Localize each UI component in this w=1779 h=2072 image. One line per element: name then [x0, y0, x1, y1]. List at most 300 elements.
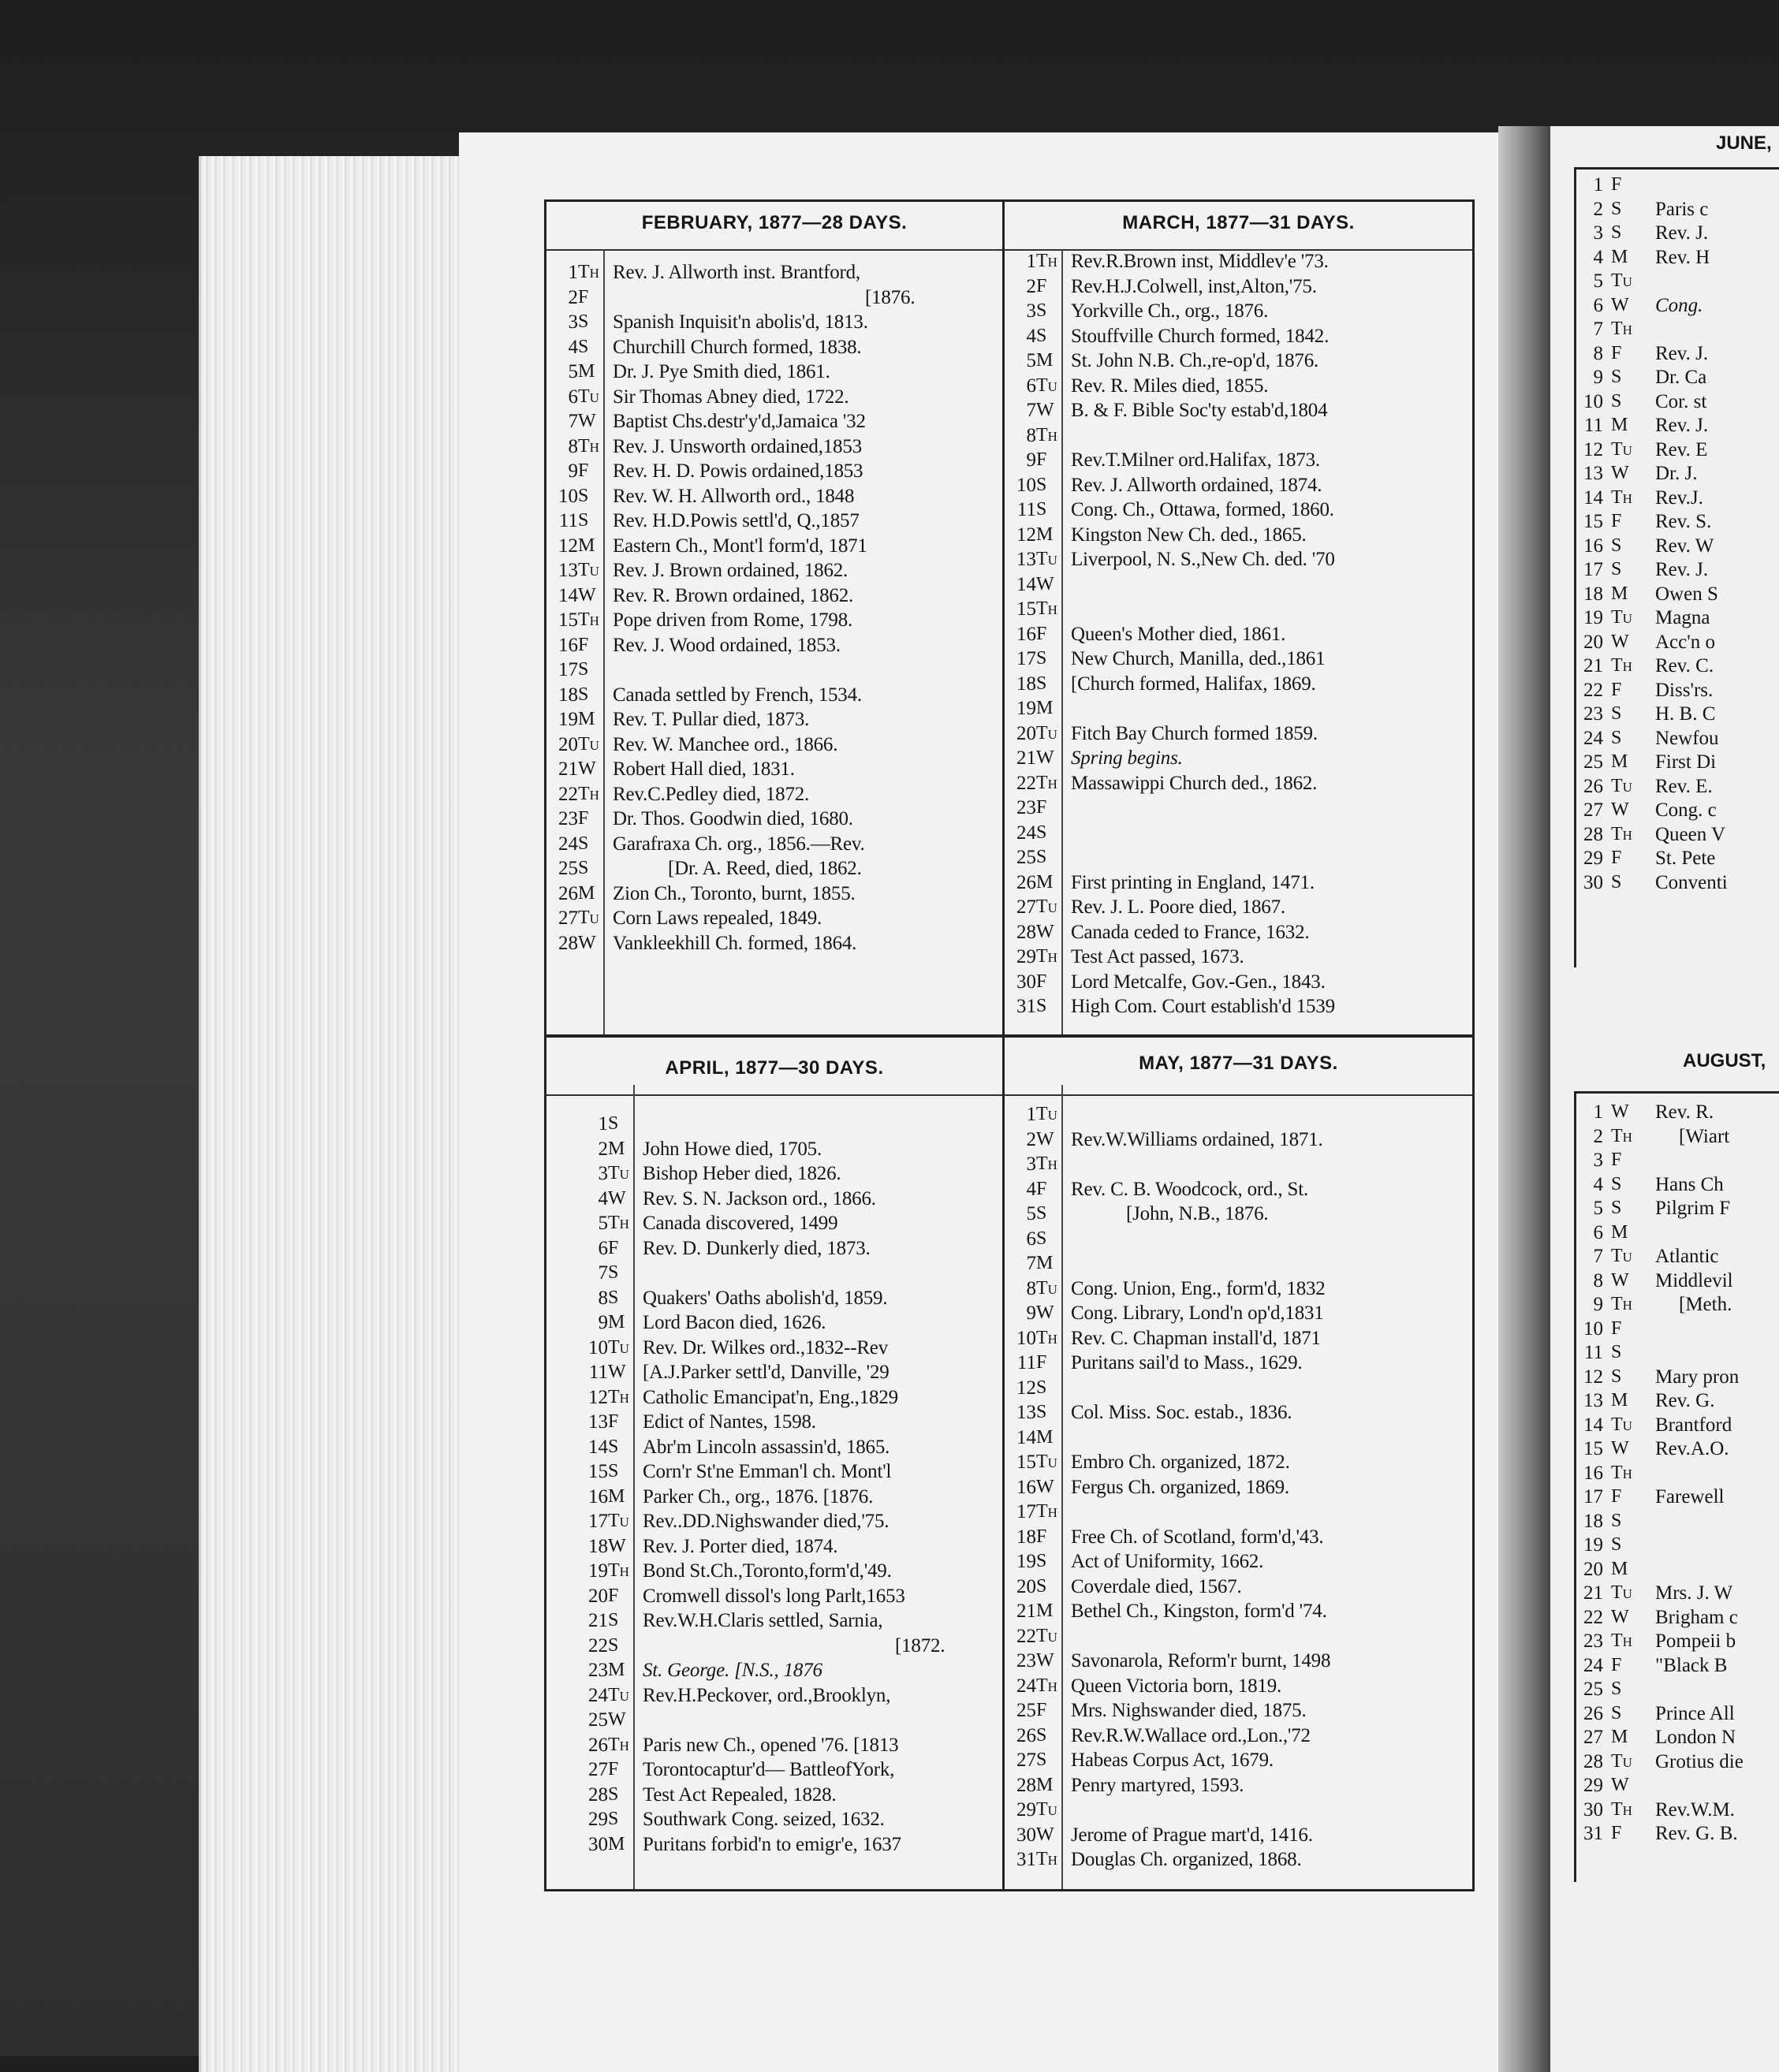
- event-text: Owen S: [1655, 583, 1718, 605]
- day-row: [1005, 1228, 1472, 1254]
- weekday: Th: [608, 1386, 629, 1407]
- day-row: [546, 1337, 1002, 1362]
- day-number: 22: [1583, 1606, 1603, 1628]
- weekday: S: [1611, 559, 1622, 579]
- weekday: Tu: [1036, 722, 1057, 743]
- weekday: S: [1611, 727, 1622, 748]
- day-number: 20: [1016, 1575, 1036, 1597]
- event-text: Cor. st: [1655, 390, 1707, 412]
- day-row: [1005, 475, 1472, 500]
- event-text: Rev. C. Chapman install'd, 1871: [1071, 1327, 1321, 1349]
- day-row: [1576, 824, 1779, 848]
- day-row: [546, 1635, 1002, 1660]
- weekday: S: [1611, 1366, 1622, 1387]
- day-number: 20: [1583, 631, 1603, 653]
- day-row: [1576, 1751, 1779, 1776]
- day-row: [1576, 583, 1779, 608]
- day-number: 26: [1583, 1702, 1603, 1724]
- day-number: 17: [588, 1511, 608, 1532]
- day-number: 25: [558, 858, 578, 879]
- day-row: [546, 635, 1002, 660]
- weekday: M: [1611, 1221, 1628, 1243]
- day-number: 30: [588, 1833, 608, 1855]
- month-february: [546, 202, 1002, 1034]
- weekday: S: [1036, 996, 1047, 1016]
- weekday: Tu: [1036, 549, 1057, 569]
- day-row: [1005, 673, 1472, 699]
- day-number: 19: [1583, 607, 1603, 628]
- day-row: [546, 1560, 1002, 1586]
- event-text: Kingston New Ch. ded., 1865.: [1071, 524, 1307, 546]
- event-text: Sir Thomas Abney died, 1722.: [613, 386, 849, 408]
- day-row: [1005, 251, 1472, 276]
- event-text: Douglas Ch. organized, 1868.: [1071, 1849, 1302, 1870]
- weekday: Th: [578, 262, 599, 282]
- day-row: [1576, 680, 1779, 704]
- weekday: W: [608, 1187, 626, 1209]
- event-text: Rev. J.: [1655, 222, 1709, 244]
- event-text: Rev.T.Milner ord.Halifax, 1873.: [1071, 449, 1320, 471]
- weekday: S: [578, 485, 589, 506]
- day-row: [546, 1784, 1002, 1809]
- day-row: [546, 535, 1002, 561]
- day-row: [546, 1511, 1002, 1536]
- day-number: 21: [1016, 1601, 1036, 1622]
- event-text: Cromwell dissol's long Parlt,1653: [643, 1585, 905, 1607]
- weekday: F: [1611, 848, 1622, 868]
- event-text: Rev.J.: [1655, 486, 1703, 509]
- day-row: [1576, 1174, 1779, 1198]
- weekday: M: [1611, 246, 1628, 267]
- weekday: S: [608, 1783, 619, 1805]
- event-text: Paris c: [1655, 198, 1709, 220]
- weekday: S: [1036, 822, 1047, 843]
- day-number: 7: [1026, 1253, 1036, 1274]
- day-number: 5: [568, 361, 578, 382]
- day-row: [1576, 511, 1779, 535]
- day-number: 22: [558, 783, 578, 805]
- weekday: Th: [608, 1213, 629, 1233]
- day-row: [1005, 1750, 1472, 1775]
- event-text: Rev.R.W.Wallace ord.,Lon.,'72: [1071, 1724, 1311, 1746]
- day-row: [1005, 499, 1472, 524]
- weekday: W: [1036, 1128, 1054, 1150]
- weekday: W: [578, 932, 596, 953]
- month-title: MARCH, 1877—31 DAYS.: [1005, 202, 1472, 251]
- day-number: 22: [1583, 679, 1603, 701]
- day-row: [1576, 728, 1779, 752]
- day-number: 29: [1583, 1775, 1603, 1796]
- weekday: F: [608, 1411, 619, 1432]
- event-text: Rev.W.M.: [1655, 1798, 1735, 1820]
- day-number: 20: [588, 1585, 608, 1607]
- weekday: W: [1036, 1302, 1054, 1323]
- day-row: [546, 784, 1002, 809]
- weekday: M: [1611, 1390, 1628, 1411]
- event-text: Hans Ch: [1655, 1173, 1724, 1195]
- weekday: M: [1036, 350, 1054, 371]
- day-number: 14: [1016, 1426, 1036, 1448]
- day-number: 24: [1016, 1675, 1036, 1697]
- day-row: [1005, 400, 1472, 425]
- day-row: [1005, 996, 1472, 1021]
- day-row: [1005, 524, 1472, 550]
- weekday: Th: [1611, 486, 1632, 508]
- weekday: S: [1036, 1750, 1047, 1770]
- weekday: Tu: [1036, 1277, 1057, 1299]
- event-text: Rev. W. Manchee ord., 1866.: [613, 733, 838, 755]
- event-text: Paris new Ch., opened '76. [1813: [643, 1734, 899, 1756]
- day-number: 25: [1583, 1679, 1603, 1700]
- event-text: Pope driven from Rome, 1798.: [613, 609, 853, 631]
- weekday: W: [578, 758, 596, 779]
- event-text: Spring begins.: [1071, 747, 1183, 769]
- day-row: [1576, 1823, 1779, 1847]
- day-number: 16: [1016, 623, 1036, 645]
- day-number: 24: [588, 1684, 608, 1706]
- weekday: S: [1036, 847, 1047, 867]
- day-number: 3: [568, 311, 578, 333]
- weekday: M: [1611, 1558, 1628, 1579]
- weekday: F: [1611, 174, 1622, 195]
- weekday: S: [1036, 1724, 1047, 1746]
- day-number: 25: [588, 1709, 608, 1731]
- day-number: 9: [1593, 1294, 1603, 1315]
- day-row: [546, 262, 1002, 287]
- weekday: Tu: [1611, 607, 1632, 628]
- event-text: Liverpool, N. S.,New Ch. ded. '70: [1071, 549, 1335, 570]
- day-row: [1005, 1153, 1472, 1179]
- day-number: 29: [1016, 946, 1036, 967]
- event-text: Cong.: [1655, 294, 1703, 316]
- day-number: 1: [598, 1113, 608, 1135]
- weekday: Tu: [1036, 1799, 1057, 1820]
- august-title: AUGUST,: [1683, 1050, 1766, 1071]
- page-edge-stack: [199, 156, 461, 2072]
- event-text: Brantford: [1655, 1414, 1732, 1436]
- day-row: [546, 933, 1002, 958]
- day-number: 8: [1593, 1269, 1603, 1291]
- day-number: 21: [1583, 1582, 1603, 1604]
- day-row: [546, 808, 1002, 833]
- day-number: 1: [1026, 1104, 1036, 1125]
- day-row: [1576, 1630, 1779, 1655]
- day-number: 15: [1016, 598, 1036, 620]
- event-text: Col. Miss. Soc. estab., 1836.: [1071, 1402, 1292, 1423]
- day-row: [546, 1213, 1002, 1238]
- day-number: 13: [1583, 1390, 1603, 1411]
- day-number: 2: [1593, 1125, 1603, 1147]
- weekday: S: [1036, 325, 1047, 346]
- day-number: 28: [1016, 1774, 1036, 1796]
- day-row: [1576, 1270, 1779, 1295]
- day-number: 9: [1593, 367, 1603, 388]
- event-text: Cong. Ch., Ottawa, formed, 1860.: [1071, 499, 1334, 520]
- weekday: S: [608, 1610, 619, 1630]
- weekday: W: [608, 1362, 626, 1382]
- weekday: Th: [1611, 1798, 1632, 1820]
- day-row: [1005, 723, 1472, 748]
- month-title: APRIL, 1877—30 DAYS.: [546, 1038, 1002, 1096]
- day-row: [1576, 1559, 1779, 1583]
- weekday: Th: [1036, 1849, 1057, 1869]
- day-row: [1576, 1198, 1779, 1222]
- day-number: 13: [1016, 549, 1036, 570]
- event-text: Lord Metcalfe, Gov.-Gen., 1843.: [1071, 971, 1326, 993]
- weekday: M: [608, 1833, 625, 1854]
- day-number: 17: [1583, 559, 1603, 580]
- day-number: 30: [1016, 1824, 1036, 1846]
- day-number: 12: [1583, 438, 1603, 460]
- day-number: 10: [1016, 1327, 1036, 1349]
- weekday: M: [1611, 415, 1628, 435]
- weekday: Tu: [608, 1684, 629, 1705]
- day-number: 16: [1016, 1476, 1036, 1498]
- day-row: [1576, 1366, 1779, 1391]
- weekday: F: [1611, 1823, 1622, 1843]
- weekday: S: [1036, 648, 1047, 669]
- day-number: 12: [588, 1386, 608, 1408]
- event-text: Rev. R.: [1655, 1101, 1714, 1123]
- event-text: Rev. H: [1655, 246, 1710, 268]
- event-text: Dr. J. Pye Smith died, 1861.: [613, 361, 830, 382]
- weekday: F: [1611, 1486, 1622, 1507]
- weekday: W: [1611, 799, 1629, 820]
- event-text: Baptist Chs.destr'y'd,Jamaica '32: [613, 411, 866, 432]
- event-text: Massawippi Church ded., 1862.: [1071, 772, 1318, 794]
- event-text: B. & F. Bible Soc'ty estab'd,1804: [1071, 400, 1328, 421]
- event-text: [Dr. A. Reed, died, 1862.: [668, 858, 862, 879]
- event-text: "Black B: [1655, 1654, 1728, 1676]
- day-row: [1576, 1607, 1779, 1631]
- day-number: 7: [1593, 319, 1603, 340]
- day-number: 23: [1583, 703, 1603, 725]
- weekday: W: [1611, 1101, 1629, 1122]
- weekday: S: [578, 659, 589, 680]
- day-row: [1576, 1222, 1779, 1247]
- day-row: [1576, 199, 1779, 223]
- day-number: 23: [558, 808, 578, 829]
- day-number: 5: [1026, 350, 1036, 371]
- weekday: F: [1036, 275, 1047, 296]
- event-text: Rev.C.Pedley died, 1872.: [613, 783, 810, 805]
- event-text: Queen's Mother died, 1861.: [1071, 623, 1286, 645]
- weekday: F: [578, 808, 589, 829]
- weekday: Tu: [1611, 438, 1632, 460]
- day-row: [1005, 1725, 1472, 1750]
- day-row: [546, 1138, 1002, 1164]
- day-number: 15: [1583, 511, 1603, 532]
- weekday: W: [1611, 1606, 1629, 1627]
- event-text: [A.J.Parker settl'd, Danville, '29: [643, 1362, 890, 1383]
- event-text: St. Pete: [1655, 848, 1716, 869]
- weekday: F: [578, 460, 589, 481]
- day-number: 19: [1016, 1551, 1036, 1572]
- event-text: Rev. H. D. Powis ordained,1853: [613, 460, 863, 482]
- day-number: 18: [1016, 1526, 1036, 1548]
- day-number: 7: [1026, 400, 1036, 421]
- weekday: M: [1611, 1727, 1628, 1747]
- day-row: [546, 758, 1002, 784]
- weekday: W: [1611, 631, 1629, 652]
- weekday: W: [1036, 921, 1054, 942]
- day-number: 24: [1016, 822, 1036, 844]
- weekday: Tu: [1036, 1104, 1057, 1124]
- weekday: M: [1036, 1601, 1054, 1621]
- day-row: [1005, 946, 1472, 971]
- day-row: [1576, 1414, 1779, 1439]
- day-row: [1005, 797, 1472, 822]
- weekday: Th: [1036, 424, 1057, 445]
- june-title: JUNE,: [1716, 132, 1772, 154]
- weekday: S: [1036, 1402, 1047, 1422]
- weekday: M: [608, 1485, 625, 1507]
- day-row: [1576, 1727, 1779, 1751]
- event-text: Rev. J. Brown ordained, 1862.: [613, 560, 848, 581]
- weekday: M: [578, 882, 595, 904]
- day-row: [546, 1759, 1002, 1784]
- day-number: 24: [1583, 727, 1603, 749]
- weekday: S: [1036, 1228, 1047, 1249]
- weekday: F: [578, 634, 589, 655]
- day-row: [546, 436, 1002, 461]
- day-number: 12: [1016, 524, 1036, 546]
- event-text: Rev. W. H. Allworth ord., 1848: [613, 485, 855, 507]
- weekday: Tu: [1611, 1246, 1632, 1266]
- day-row: [1576, 367, 1779, 391]
- event-text: Parker Ch., org., 1876. [1876.: [643, 1485, 874, 1507]
- day-number: 14: [558, 584, 578, 606]
- day-row: [1005, 1179, 1472, 1204]
- day-row: [1005, 1799, 1472, 1824]
- day-number: 18: [588, 1535, 608, 1557]
- day-row: [1576, 1511, 1779, 1535]
- day-row: [1576, 1463, 1779, 1487]
- day-number: 4: [1026, 1178, 1036, 1200]
- weekday: F: [1611, 511, 1622, 531]
- day-number: 10: [558, 485, 578, 507]
- day-number: 23: [1016, 797, 1036, 818]
- weekday: S: [608, 1113, 619, 1134]
- day-row: [546, 411, 1002, 436]
- month-title: FEBRUARY, 1877—28 DAYS.: [546, 202, 1002, 251]
- event-text: Rev. J.: [1655, 415, 1709, 436]
- event-text: Quakers' Oaths abolish'd, 1859.: [643, 1287, 888, 1309]
- day-number: 4: [568, 336, 578, 358]
- day-row: [546, 1188, 1002, 1213]
- weekday: W: [1036, 747, 1054, 768]
- day-number: 14: [1583, 1414, 1603, 1436]
- day-number: 11: [1583, 415, 1603, 436]
- day-number: 1: [1026, 251, 1036, 272]
- weekday: Tu: [1611, 270, 1632, 291]
- weekday: S: [1036, 1551, 1047, 1571]
- event-text: Corn'r St'ne Emman'l ch. Mont'l: [643, 1461, 892, 1482]
- day-number: 10: [1016, 474, 1036, 496]
- event-text: Middlevil: [1655, 1269, 1733, 1291]
- day-row: [546, 1437, 1002, 1462]
- day-number: 5: [1593, 1198, 1603, 1219]
- day-row: [1005, 1576, 1472, 1601]
- weekday: F: [1036, 1700, 1047, 1720]
- event-text: Savonarola, Reform'r burnt, 1498: [1071, 1650, 1331, 1671]
- day-row: [1005, 922, 1472, 947]
- weekday: F: [608, 1759, 619, 1779]
- day-number: 5: [1026, 1203, 1036, 1224]
- weekday: Th: [1611, 319, 1632, 339]
- day-number: 21: [558, 758, 578, 780]
- event-text: Pompeii b: [1655, 1630, 1736, 1652]
- weekday: M: [1036, 1774, 1054, 1795]
- weekday: S: [1611, 1534, 1622, 1555]
- day-row: [1576, 1126, 1779, 1150]
- day-number: 28: [1016, 921, 1036, 943]
- event-text: Dr. J.: [1655, 463, 1698, 484]
- weekday: Th: [1611, 1630, 1632, 1651]
- day-row: [546, 1536, 1002, 1561]
- event-text: Cong. c: [1655, 799, 1717, 821]
- day-row: [1576, 487, 1779, 512]
- weekday: S: [1036, 300, 1047, 321]
- event-text: London N: [1655, 1727, 1736, 1748]
- weekday: F: [1036, 449, 1047, 470]
- event-text: John Howe died, 1705.: [643, 1138, 822, 1160]
- event-text: Cong. Union, Eng., form'd, 1832: [1071, 1277, 1326, 1299]
- weekday: F: [1611, 1317, 1622, 1339]
- weekday: S: [578, 336, 589, 357]
- weekday: Tu: [1036, 1452, 1057, 1472]
- day-number: 6: [568, 386, 578, 408]
- event-text: [Church formed, Halifax, 1869.: [1071, 673, 1316, 695]
- weekday: S: [578, 684, 589, 705]
- day-number: 9: [1026, 1302, 1036, 1324]
- weekday: M: [1036, 524, 1054, 545]
- day-number: 13: [1016, 1402, 1036, 1423]
- day-row: [1005, 624, 1472, 649]
- day-number: 11: [1016, 499, 1036, 520]
- weekday: W: [1611, 294, 1629, 315]
- event-text: Puritans sail'd to Mass., 1629.: [1071, 1352, 1303, 1373]
- day-row: [1576, 776, 1779, 800]
- day-number: 28: [1583, 823, 1603, 845]
- weekday: S: [1611, 703, 1622, 724]
- weekday: S: [1611, 1679, 1622, 1699]
- day-number: 12: [558, 535, 578, 557]
- event-text: Rev. S. N. Jackson ord., 1866.: [643, 1187, 876, 1209]
- calendar-block: [544, 199, 1475, 1891]
- day-number: 26: [588, 1734, 608, 1756]
- day-number: 18: [1583, 583, 1603, 605]
- day-row: [1576, 1294, 1779, 1318]
- day-row: [1005, 598, 1472, 624]
- weekday: S: [1611, 1198, 1622, 1218]
- day-number: 14: [1583, 486, 1603, 509]
- event-text: Rev. C.: [1655, 655, 1714, 676]
- event-text: Churchill Church formed, 1838.: [613, 336, 862, 358]
- day-number: 26: [1583, 775, 1603, 797]
- day-number: 3: [1593, 1150, 1603, 1171]
- event-text: Diss'rs.: [1655, 679, 1714, 701]
- event-text: H. B. C: [1655, 703, 1716, 725]
- day-row: [1576, 247, 1779, 271]
- weekday: S: [1611, 1173, 1622, 1194]
- event-text: Canada discovered, 1499: [643, 1213, 838, 1234]
- day-row: [1005, 425, 1472, 450]
- month-april: [546, 1038, 1002, 1889]
- day-number: 25: [1016, 1700, 1036, 1721]
- day-row: [546, 1238, 1002, 1263]
- weekday: W: [1036, 1650, 1054, 1671]
